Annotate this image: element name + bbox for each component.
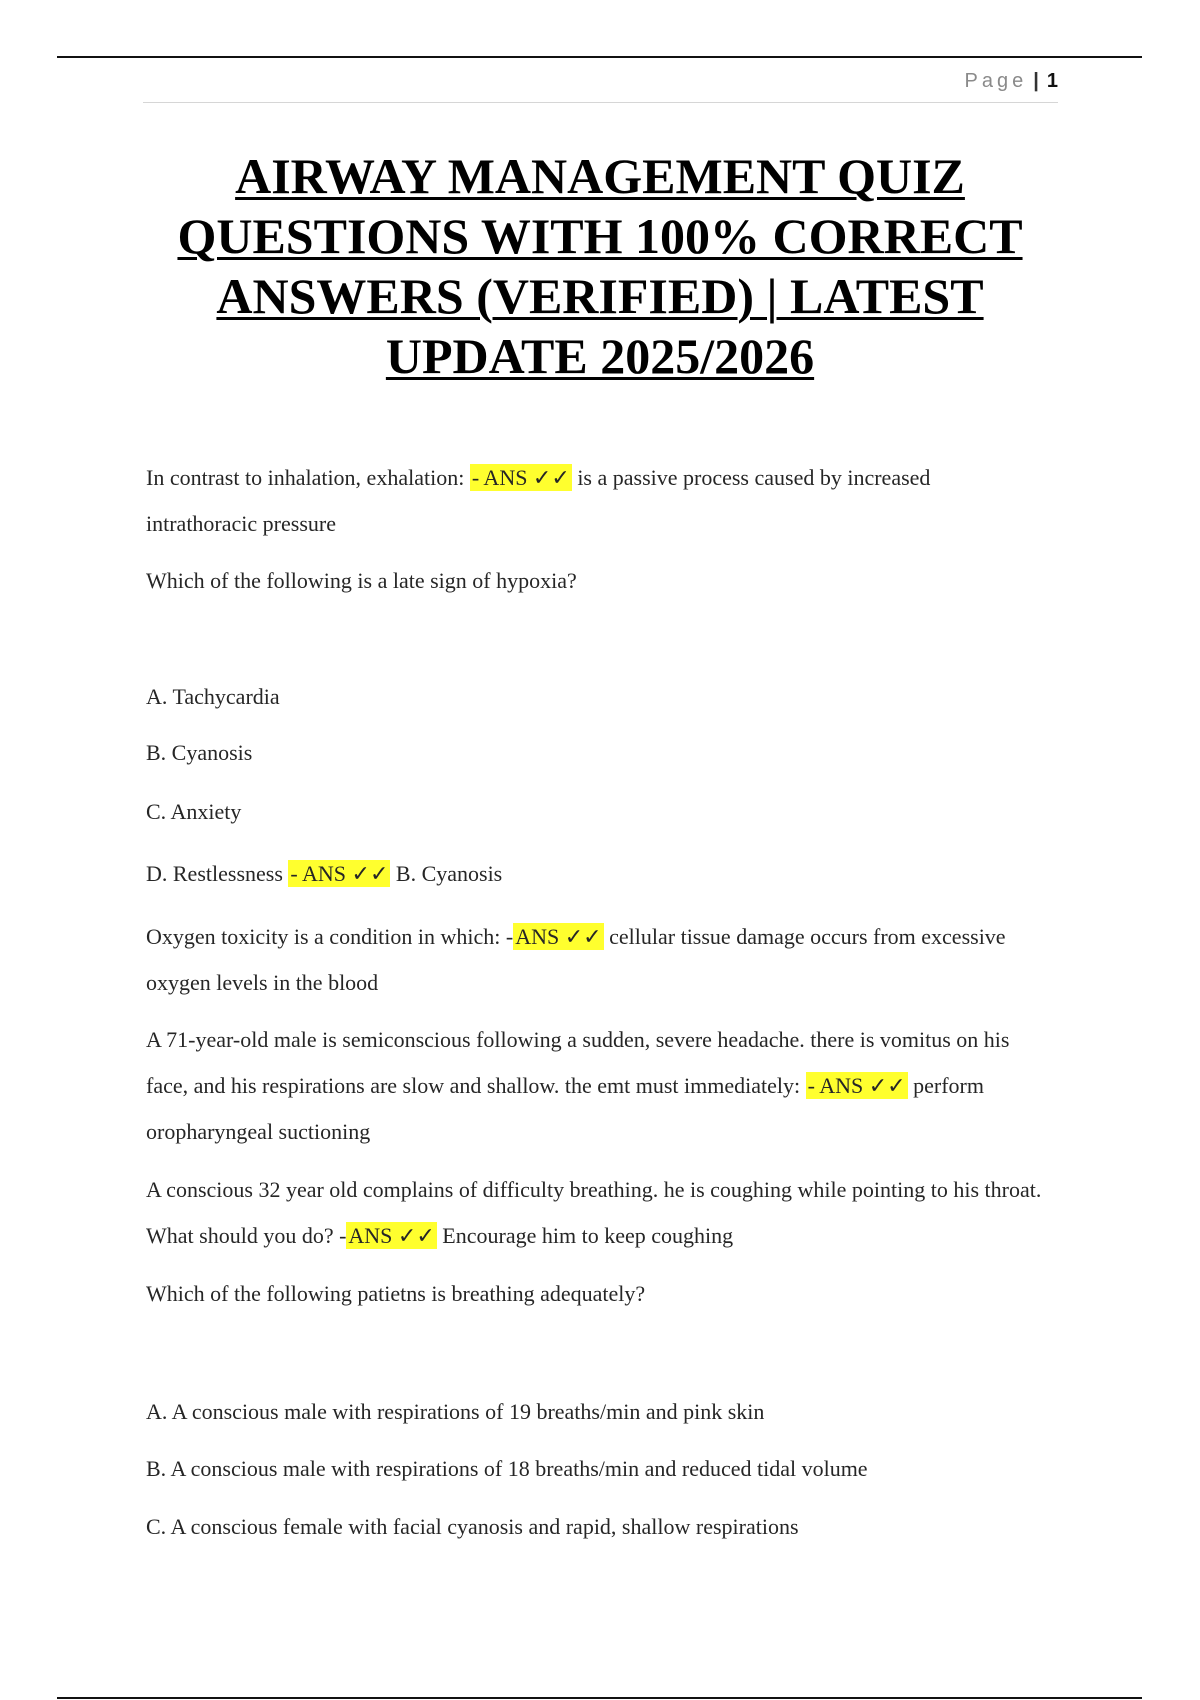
title-line: QUESTIONS WITH 100% CORRECT bbox=[177, 208, 1023, 264]
option-c: C. A conscious female with facial cyanosis and rapid, shallow respirations bbox=[146, 1514, 799, 1539]
answer-text: Encourage him to keep coughing bbox=[436, 1223, 734, 1248]
page-number: 1 bbox=[1046, 70, 1058, 92]
page-separator: | bbox=[1033, 70, 1039, 92]
option-b: B. Cyanosis bbox=[146, 740, 253, 765]
answer-marker: ANS ✓✓ bbox=[348, 1223, 435, 1248]
question-text: A 71-year-old male is semiconscious following a sudden, severe headache. there is vomitus on his face, and his respirations are slow and shallow. the emt must immediately: bbox=[146, 1027, 1010, 1098]
question-hypoxia: Which of the following is a late sign of hypoxia? bbox=[146, 568, 577, 593]
question-text: Oxygen toxicity is a condition in which: - bbox=[146, 924, 514, 949]
answer-text: is a passive process caused by increased intrathoracic pressure bbox=[146, 465, 931, 536]
answer-marker: - ANS ✓✓ bbox=[290, 861, 389, 886]
top-rule bbox=[57, 56, 1142, 58]
question-text: In contrast to inhalation, exhalation: bbox=[146, 465, 470, 490]
answer-text: B. Cyanosis bbox=[390, 861, 503, 886]
title-line: UPDATE 2025/2026 bbox=[385, 328, 815, 384]
question-adequate-breathing: Which of the following patietns is breathing adequately? bbox=[146, 1281, 646, 1306]
answer-text: perform oropharyngeal suctioning bbox=[146, 1073, 984, 1144]
option-d: D. Restlessness bbox=[146, 861, 289, 886]
option-a: A. A conscious male with respirations of 19 breaths/min and pink skin bbox=[146, 1399, 765, 1424]
option-d-with-answer bbox=[146, 851, 1046, 897]
answer-marker: ANS ✓✓ bbox=[515, 924, 602, 949]
question-coughing-patient bbox=[146, 1167, 1046, 1259]
page-header bbox=[143, 70, 1058, 103]
option-b: B. A conscious male with respirations of 18 breaths/min and reduced tidal volume bbox=[146, 1456, 868, 1481]
title-line: ANSWERS (VERIFIED) | LATEST bbox=[216, 268, 984, 324]
question-exhalation bbox=[146, 455, 1046, 547]
bottom-rule bbox=[57, 1697, 1142, 1699]
answer-marker: - ANS ✓✓ bbox=[807, 1073, 906, 1098]
option-a: A. Tachycardia bbox=[146, 684, 280, 709]
title-line: AIRWAY MANAGEMENT QUIZ bbox=[235, 148, 965, 204]
question-text: A conscious 32 year old complains of difficulty breathing. he is coughing while pointing to his throat. What should you do? - bbox=[146, 1177, 1042, 1248]
page-label: Page bbox=[964, 70, 1028, 92]
question-oxygen-toxicity bbox=[146, 914, 1046, 1006]
document-title bbox=[130, 146, 1070, 386]
answer-marker: - ANS ✓✓ bbox=[471, 465, 570, 490]
option-c: C. Anxiety bbox=[146, 799, 242, 824]
answer-text: cellular tissue damage occurs from excessive oxygen levels in the blood bbox=[146, 924, 1006, 995]
question-semiconscious-male bbox=[146, 1017, 1046, 1155]
